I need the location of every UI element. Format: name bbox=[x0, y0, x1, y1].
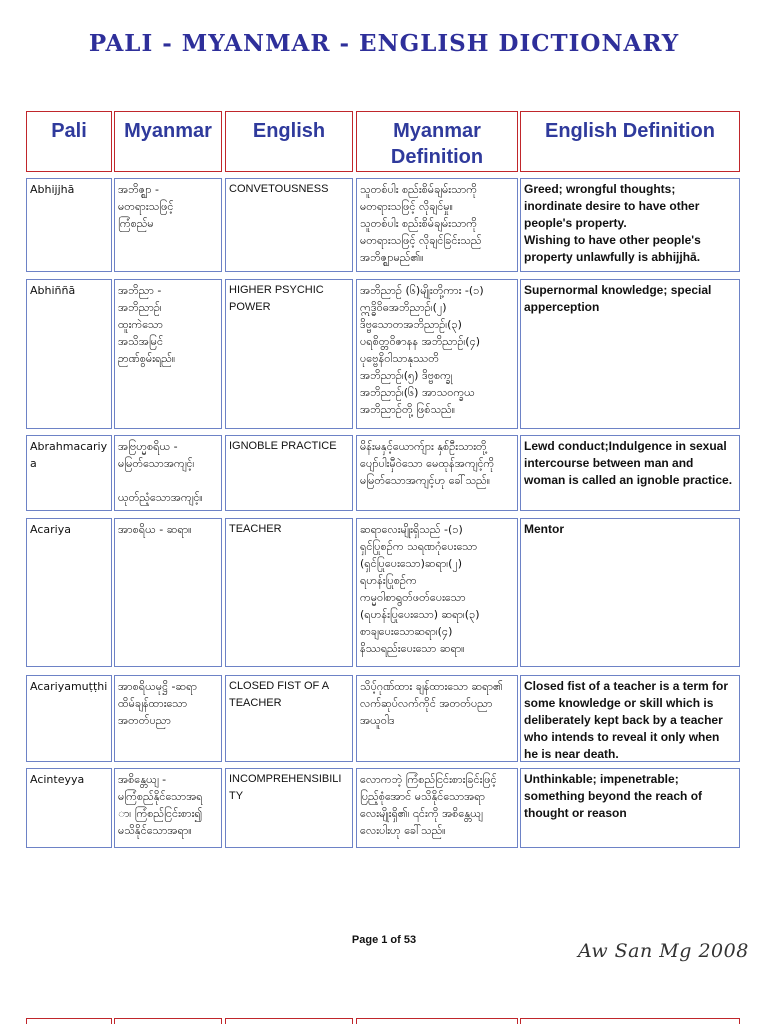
table-cell-myanmar: အစိန္တေယျ - မကြံစည်နိုင်သောအရ ာ၊ ကြံစည်ငြင်းစား၍ မသိနိုင်သောအရာ။ bbox=[114, 768, 222, 848]
table-cell-myanmar-definition: မိန်းမနှင့်ယောက်ျား နှစ်ဦးသားတို့ ပျော်ပါးမှီဝဲသော မေထုန်အကျင့်ကို မမြတ်သောအကျင့်ဟု ခေါ်သည်။ bbox=[356, 435, 518, 511]
table-cell-myanmar: အဗြဟ္မစရိယ - မမြတ်သောအကျင့်၊ ယုတ်ညံ့သောအကျင့်။ bbox=[114, 435, 222, 511]
table-cell-english-definition: Closed fist of a teacher is a term for some knowledge or skill which is deliberately kept back by a teacher who intends to reveal it only when he is near death. bbox=[520, 675, 740, 762]
table-cell-myanmar: အဘိဇ္ဈာ - မတရားသဖြင့် ကြံစည်မ bbox=[114, 178, 222, 272]
table-cell-english-definition: Greed; wrongful thoughts; inordinate desire to have other people's property. Wishing to have other people's property unlawfully is abhijjhā. bbox=[520, 178, 740, 272]
table-cell-pali: Acariya bbox=[26, 518, 112, 667]
header-myanmar-definition: Myanmar Definition bbox=[356, 111, 518, 172]
table-cell-pali: Abhijjhā bbox=[26, 178, 112, 272]
table-cell-myanmar-definition: ဆရာလေးမျိုးရှိသည် -(၁) ရှင်ပြုစဉ်က သရဏဂုံပေးသော (ရှင်ပြုပေးသော)ဆရာ၊(၂) ရဟန်းပြုစဉ်က ကမ္မဝါစာရွတ်ဖတ်ပေးသော (ရဟန်းပြုပေးသော) ဆရာ၊(၃) စာချပေးသောဆရာ၊(၄) နိဿရည်းပေးသော ဆရာ။ bbox=[356, 518, 518, 667]
table-cell-myanmar-definition: သိပ့်ဂုဏ်ထား ချန်ထားသော ဆရာ၏ လက်ဆုပ်လက်ကိုင် အတတ်ပညာ အယူဝါဒ bbox=[356, 675, 518, 762]
table-cell-myanmar: အဘိညာ - အဘိညာဉ်၊ ထူးကဲသော အသိအမြင် ဉာဏ်စွမ်းရည်။ bbox=[114, 279, 222, 429]
header-english: English bbox=[225, 111, 353, 172]
header-myanmar: Myanmar bbox=[114, 111, 222, 172]
table-cell-myanmar-definition: သူတစ်ပါး စည်းစိမ်ချမ်းသာကို မတရားသဖြင့် လိုချင်မှု။ သူတစ်ပါး စည်းစိမ်ချမ်းသာကို မတရားသဖြင့် လိုချင်ခြင်းသည် အဘိဇ္ဈာမည်၏။ bbox=[356, 178, 518, 272]
table-cell-english: CLOSED FIST OF A TEACHER bbox=[225, 675, 353, 762]
table-cell-pali: Abhiññā bbox=[26, 279, 112, 429]
table-cell-english: INCOMPREHENSIBILI TY bbox=[225, 768, 353, 848]
next-page-header-edge bbox=[26, 1018, 112, 1024]
page-title: PALI - MYANMAR - ENGLISH DICTIONARY bbox=[88, 30, 680, 57]
next-page-header-edge bbox=[356, 1018, 518, 1024]
table-cell-myanmar: အာစရိယ - ဆရာ။ bbox=[114, 518, 222, 667]
header-english-definition: English Definition bbox=[520, 111, 740, 172]
table-cell-pali: Acinteyya bbox=[26, 768, 112, 848]
signature: Aw San Mg 2008 bbox=[578, 940, 749, 962]
table-cell-myanmar-definition: အဘိညာဉ် (၆)မျိုးတို့ကား -(၁) ဣဒ္ဓိဝိဓအဘိညာဉ်၊(၂) ဒိဗ္ဗသောတအဘိညာဉ်၊(၃) ပရစိတ္တဝိဇာနန အဘိညာဉ်၊(၄) ပုဗ္ဗေနိဝါသာနုဿတိ အဘိညာဉ်၊(၅) ဒိဗ္ဗစက္ခု အဘိညာဉ်၊(၆) အာသဝက္ခယ အဘိညာဉ်တို့ ဖြစ်သည်။ bbox=[356, 279, 518, 429]
table-cell-myanmar-definition: လောကဘဲ့ ကြံစည်ငြင်းစားခြင်းဖြင့် ပြည့်စုံအောင် မသိနိုင်သောအရာ လေးမျိုးရှိ၏၊ ၎င်းကို အစိန္တေယျ လေးပါးဟု ခေါ်သည်။ bbox=[356, 768, 518, 848]
table-cell-pali: Abrahmacariy a bbox=[26, 435, 112, 511]
page-number: Page 1 of 53 bbox=[351, 934, 417, 946]
next-page-header-edge bbox=[520, 1018, 740, 1024]
table-cell-english: IGNOBLE PRACTICE bbox=[225, 435, 353, 511]
header-pali: Pali bbox=[26, 111, 112, 172]
table-cell-myanmar: အာစရိယမုဋ္ဌိ -ဆရာ ထိမ်ချန်ထားသော အတတ်ပညာ bbox=[114, 675, 222, 762]
next-page-header-edge bbox=[114, 1018, 222, 1024]
table-cell-english: TEACHER bbox=[225, 518, 353, 667]
table-cell-english-definition: Lewd conduct;Indulgence in sexual intercourse between man and woman is called an ignoble practice. bbox=[520, 435, 740, 511]
table-cell-english: CONVETOUSNESS bbox=[225, 178, 353, 272]
next-page-header-edge bbox=[225, 1018, 353, 1024]
table-cell-english-definition: Supernormal knowledge; special apperception bbox=[520, 279, 740, 429]
table-cell-pali: Acariyamuṭṭhi bbox=[26, 675, 112, 762]
table-cell-english: HIGHER PSYCHIC POWER bbox=[225, 279, 353, 429]
table-cell-english-definition: Unthinkable; impenetrable; something beyond the reach of thought or reason bbox=[520, 768, 740, 848]
table-cell-english-definition: Mentor bbox=[520, 518, 740, 667]
